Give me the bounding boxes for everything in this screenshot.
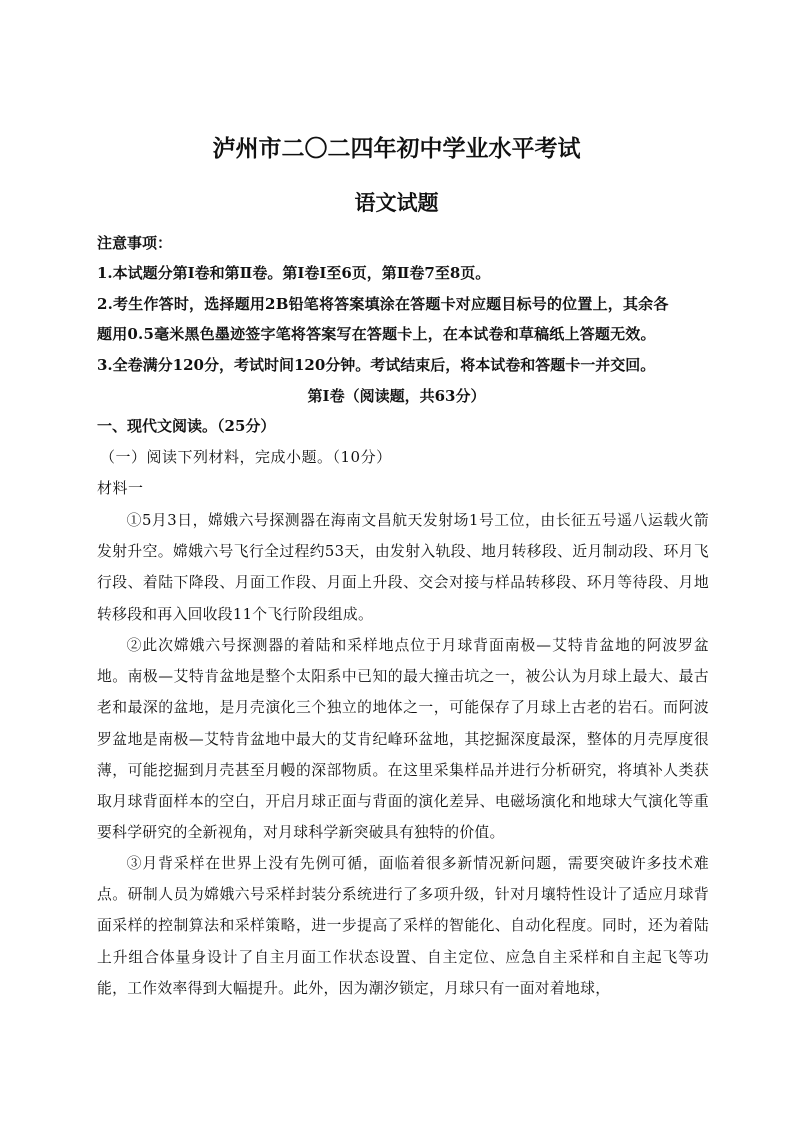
part-title: 一、现代文阅读。（25分）: [97, 417, 276, 435]
notes-item-3: 3.全卷满分120分，考试时间120分钟。考试结束后，将本试卷和答题卡一并交回。: [97, 356, 656, 374]
material-label: 材料一: [97, 479, 144, 497]
volume-title: 第Ⅰ卷（阅读题，共63分）: [307, 387, 486, 405]
notes-item-2: 2.考生作答时，选择题用2B铅笔将答案填涂在答题卡对应题目标号的位置上，其余各: [97, 295, 669, 313]
sub-title: （一）阅读下列材料，完成小题。（10分）: [100, 448, 392, 466]
subject-title: 语文试题: [354, 190, 439, 215]
exam-title: 泸州市二〇二四年初中学业水平考试: [212, 135, 581, 162]
notes-item-2-cont: 题用0.5毫米黑色墨迹签字笔将答案写在答题卡上，在本试卷和草稿纸上答题无效。: [97, 325, 656, 343]
paragraph-2: ②此次嫦娥六号探测器的着陆和采样地点位于月球背面南极—艾特肯盆地的阿波罗盆地。南极—艾特肯盆地是整个太阳系中已知的最大撞击坑之一，被公认为月球上最大、最古老和最深的盆地，是月壳演化三个独立的地体之一，可能保存了月球上古老的岩石。而阿波罗盆地是南极—艾特肯盆地中最大的艾肯纪峰环盆地，其挖掘深度最深，整体的月壳厚度很薄，可能挖掘到月壳甚至月幔的深部物质。在这里采集样品并进行分析研究，将填补人类获取月球背面样本的空白，开启月球正面与背面的演化差异、电磁场演化和地球大气演化等重要科学研究的全新视角，对月球科学新突破具有独特的价值。: [97, 637, 709, 842]
paragraph-3: ③月背采样在世界上没有先例可循，面临着很多新情况新问题，需要突破许多技术难点。研制人员为嫦娥六号采样封装分系统进行了多项升级，针对月壤特性设计了适应月球背面采样的控制算法和采样策略，进一步提高了采样的智能化、自动化程度。同时，还为着陆上升组合体量身设计了自主月面工作状态设置、自主定位、应急自主采样和自主起飞等功能，工作效率得到大幅提升。此外，因为潮汐锁定，月球只有一面对着地球，: [97, 855, 709, 997]
notes-heading: 注意事项：: [97, 234, 173, 252]
notes-item-1: 1.本试题分第Ⅰ卷和第Ⅱ卷。第Ⅰ卷Ⅰ至6页，第Ⅱ卷7至8页。: [97, 264, 491, 282]
paragraph-1: ①5月3日，嫦娥六号探测器在海南文昌航天发射场1号工位，由长征五号遥八运载火箭发射升空。嫦娥六号飞行全过程约53天，由发射入轨段、地月转移段、近月制动段、环月飞行段、着陆下降段、月面工作段、月面上升段、交会对接与样品转移段、环月等待段、月地转移段和再入回收段11个飞行阶段组成。: [97, 512, 709, 623]
